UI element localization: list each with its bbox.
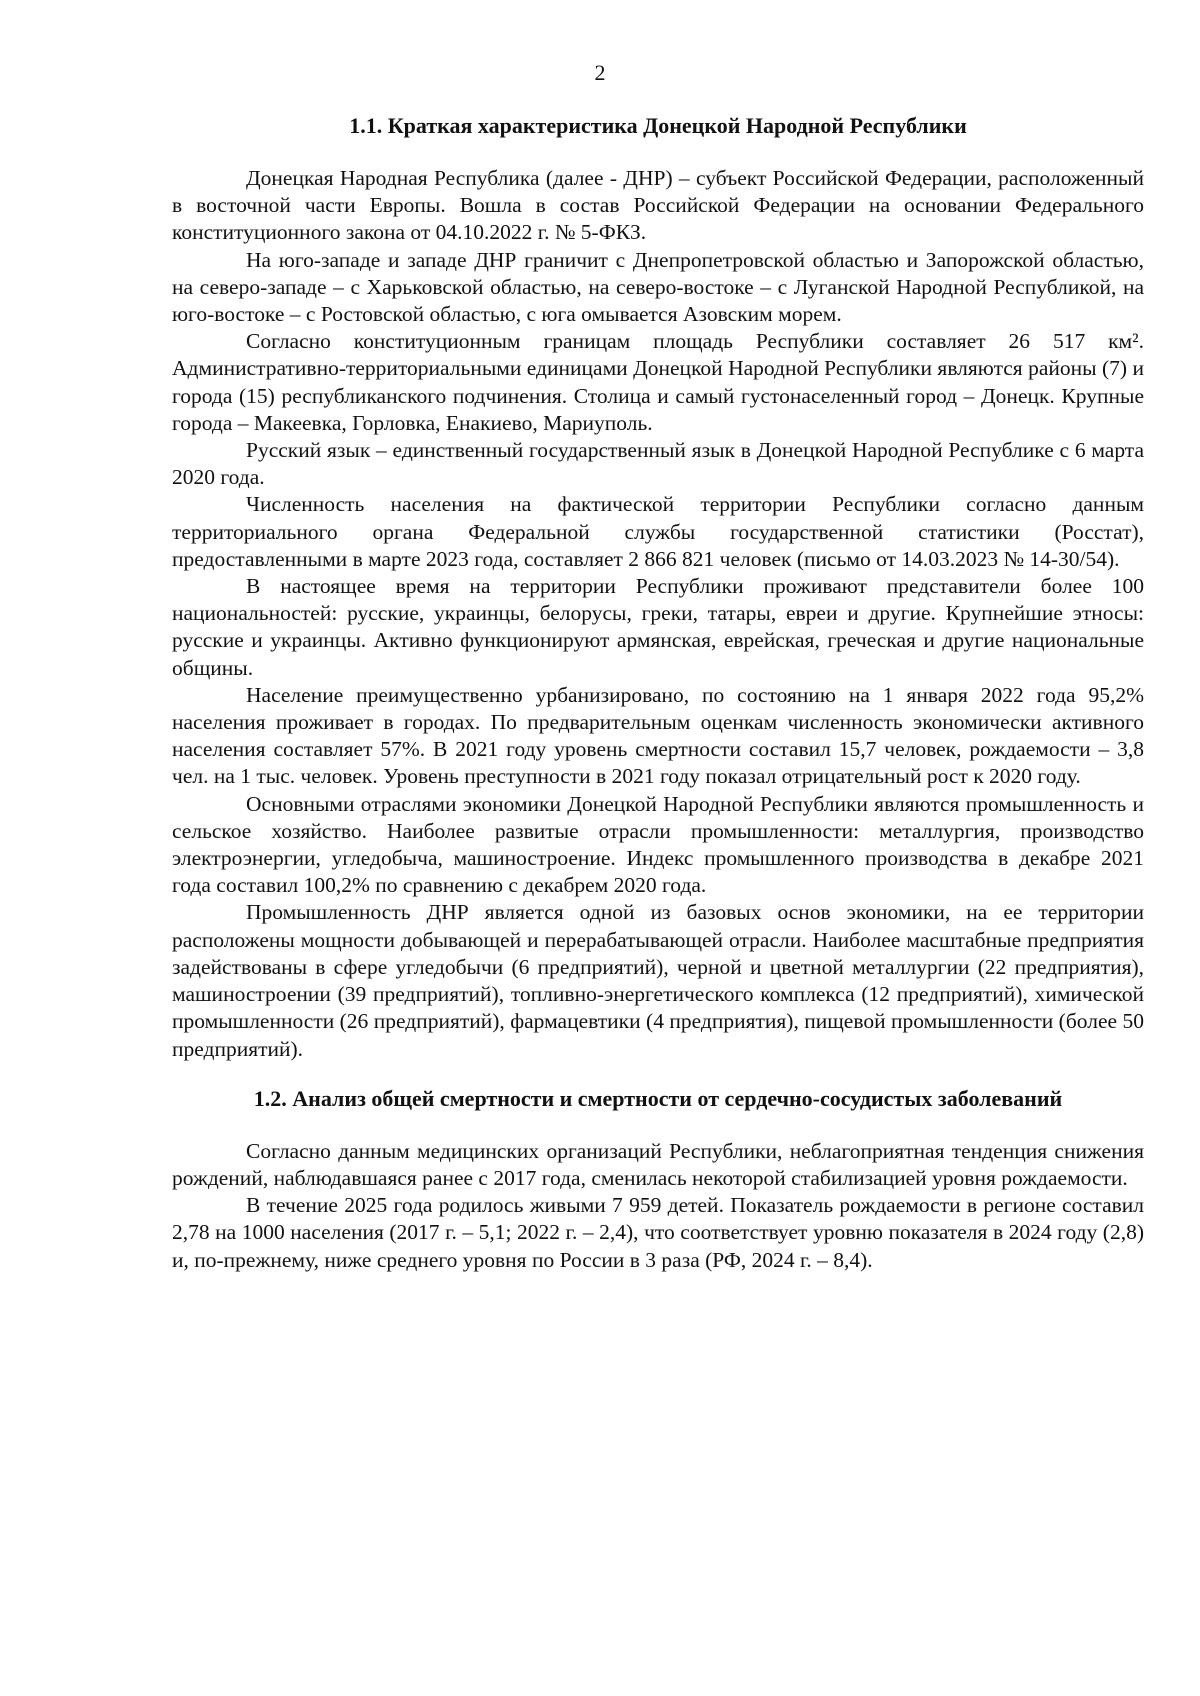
paragraph: Население преимущественно урбанизировано, по состоянию на 1 января 2022 года 95,2% населения проживает в городах. По предварительным оценкам численность экономически активного населения составляет 57%. В 2021 году уровень смертности составил 15,7 человек, рождаемости – 3,8 чел. на 1 тыс. человек. Уровень преступности в 2021 году показал отрицательный рост к 2020 году.: [172, 682, 1144, 789]
paragraph: Русский язык – единственный государственный язык в Донецкой Народной Республике с 6 марта 2020 года.: [172, 438, 1144, 490]
page-number: 2: [594, 60, 606, 85]
section-2-heading: 1.2. Анализ общей смертности и смертности от сердечно-сосудистых заболеваний: [253, 1085, 1063, 1111]
paragraph: В течение 2025 года родилось живыми 7 959 детей. Показатель рождаемости в регионе составил 2,78 на 1000 населения (2017 г. – 5,1; 2022 г. – 2,4), что соответствует уровню показателя в 2024 году (2,8) и, по-прежнему, ниже среднего уровня по России в 3 раза (РФ, 2024 г. – 8,4).: [172, 1193, 1144, 1272]
paragraph: Согласно данным медицинских организаций Республики, неблагоприятная тенденция снижения рождений, наблюдавшаяся ранее с 2017 года, сменилась некоторой стабилизацией уровня рождаемости.: [172, 1138, 1144, 1190]
paragraph: Основными отраслями экономики Донецкой Народной Республики являются промышленность и сельское хозяйство. Наиболее развитые отрасли промышленности: металлургия, производство электроэнергии, угледобыча, машиностроение. Индекс промышленного производства в декабре 2021 года составил 100,2% по сравнению с декабрем 2020 года.: [172, 791, 1144, 898]
paragraph: Согласно конституционным границам площадь Республики составляет 26 517 км². Административно-территориальными единицами Донецкой Народной Республики являются районы (7) и города (15) республиканского подчинения. Столица и самый густонаселенный город – Донецк. Крупные города – Макеевка, Горловка, Енакиево, Мариуполь.: [172, 329, 1144, 435]
paragraph: На юго-западе и западе ДНР граничит с Днепропетровской областью и Запорожской областью, на северо-западе – с Харьковской областью, на северо-востоке – с Луганской Народной Республикой, на юго-востоке – с Ростовской областью, с юга омывается Азовским морем.: [172, 247, 1144, 327]
paragraph: Донецкая Народная Республика (далее - ДНР) – субъект Российской Федерации, расположенный в восточной части Европы. Вошла в состав Российской Федерации на основании Федерального конституционного закона от 04.10.2022 г. № 5-ФКЗ.: [172, 166, 1144, 245]
section-1-heading: 1.1. Краткая характеристика Донецкой Народной Республики: [349, 113, 967, 138]
paragraph: Численность населения на фактической территории Республики согласно данным территориального органа Федеральной службы государственной статистики (Росстат), предоставленными в марте 2023 года, составляет 2 866 821 человек (письмо от 14.03.2023 № 14-30/54).: [172, 492, 1144, 571]
page-content: [172, 112, 1144, 1274]
paragraph: Промышленность ДНР является одной из базовых основ экономики, на ее территории расположены мощности добывающей и перерабатывающей отрасли. Наиболее масштабные предприятия задействованы в сфере угледобычи (6 предприятий), черной и цветной металлургии (22 предприятия), машиностроении (39 предприятий), топливно-энергетического комплекса (12 предприятий), химической промышленности (26 предприятий), фармацевтики (4 предприятия), пищевой промышленности (более 50 предприятий).: [172, 900, 1144, 1061]
paragraph: В настоящее время на территории Республики проживают представители более 100 национальностей: русские, украинцы, белорусы, греки, татары, евреи и другие. Крупнейшие этносы: русские и украинцы. Активно функционируют армянская, еврейская, греческая и другие национальные общины.: [172, 574, 1144, 680]
